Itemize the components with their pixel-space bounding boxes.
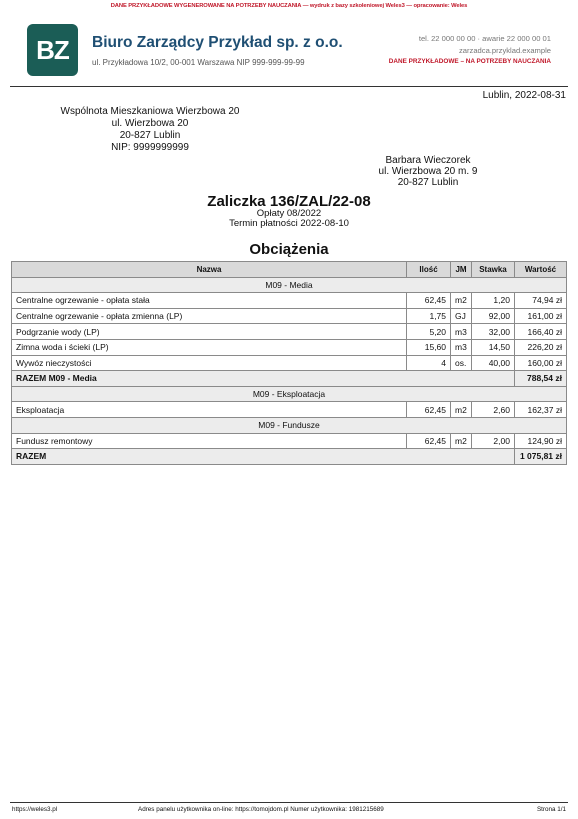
- row-unit: GJ: [451, 308, 472, 324]
- payment-due-date: Termin płatności 2022-08-10: [229, 218, 349, 229]
- row-name: Centralne ogrzewanie - opłata zmienna (LP): [12, 308, 407, 324]
- column-header-qty: Ilość: [407, 262, 451, 278]
- table-row: [12, 402, 567, 418]
- subtotal-value: 788,54 zł: [514, 371, 566, 387]
- footer-page-number: Strona 1/1: [536, 806, 566, 813]
- table-row: [12, 308, 567, 324]
- row-name: Fundusz remontowy: [12, 433, 407, 449]
- row-name: Centralne ogrzewanie - opłata stała: [12, 293, 407, 309]
- group-header-row: [12, 386, 567, 402]
- company-email: zarzadca.przyklad.example: [458, 45, 551, 55]
- row-qty: 62,45: [407, 402, 451, 418]
- subtotal-label: RAZEM M09 - Media: [12, 371, 515, 387]
- issuer-name: Wspólnota Mieszkaniowa Wierzbowa 20: [60, 106, 240, 117]
- grand-total-row: [12, 449, 567, 465]
- table-row: [12, 293, 567, 309]
- row-unit: os.: [451, 355, 472, 371]
- row-value: 160,00 zł: [514, 355, 566, 371]
- row-qty: 5,20: [407, 324, 451, 340]
- group-header-row: [12, 277, 567, 293]
- row-unit: m2: [451, 433, 472, 449]
- table-row: [12, 355, 567, 371]
- company-name: Biuro Zarządcy Przykład sp. z o.o.: [92, 34, 343, 51]
- row-value: 124,90 zł: [514, 433, 566, 449]
- row-name: Wywóz nieczystości: [12, 355, 407, 371]
- row-qty: 15,60: [407, 339, 451, 355]
- document-title: Zaliczka 136/ZAL/22-08: [207, 193, 371, 210]
- recipient-street: ul. Wierzbowa 20 m. 9: [378, 166, 478, 177]
- row-qty: 4: [407, 355, 451, 371]
- footer-website: https://weles3.pl: [12, 806, 58, 813]
- row-qty: 1,75: [407, 308, 451, 324]
- issuer-street: ul. Wierzbowa 20: [111, 118, 189, 129]
- row-unit: m3: [451, 324, 472, 340]
- table-row: [12, 324, 567, 340]
- row-rate: 2,60: [472, 402, 515, 418]
- footer-user-panel-info: Adres panelu użytkownika on-line: https://tomojdom.pl Numer użytkownika: 1981215689: [138, 806, 384, 813]
- company-contact: [389, 33, 551, 68]
- row-rate: 14,50: [472, 339, 515, 355]
- column-header-rate: Stawka: [472, 262, 515, 278]
- issuer-nip: NIP: 9999999999: [111, 142, 189, 153]
- row-value: 166,40 zł: [514, 324, 566, 340]
- company-logo: BZ: [27, 24, 78, 76]
- row-unit: m3: [451, 339, 472, 355]
- group-title: M09 - Eksploatacja: [12, 386, 567, 402]
- row-name: Eksploatacja: [12, 402, 407, 418]
- header-divider: [10, 86, 568, 87]
- charges-table: [11, 261, 567, 465]
- row-qty: 62,45: [407, 293, 451, 309]
- row-rate: 1,20: [472, 293, 515, 309]
- sample-data-warning: DANE PRZYKŁADOWE – NA POTRZEBY NAUCZANIA: [388, 58, 551, 65]
- grand-total-label: RAZEM: [12, 449, 515, 465]
- column-header-unit: JM: [451, 262, 472, 278]
- row-qty: 62,45: [407, 433, 451, 449]
- row-rate: 92,00: [472, 308, 515, 324]
- subtotal-row: [12, 371, 567, 387]
- row-value: 162,37 zł: [514, 402, 566, 418]
- issuer-city: 20-827 Lublin: [119, 130, 181, 141]
- row-unit: m2: [451, 402, 472, 418]
- table-row: [12, 433, 567, 449]
- recipient-name: Barbara Wieczorek: [385, 155, 471, 166]
- footer-divider: [10, 802, 568, 803]
- company-address: ul. Przykładowa 10/2, 00-001 Warszawa NIP 999-999-99-99: [92, 58, 305, 67]
- recipient-block: [360, 155, 496, 188]
- row-rate: 32,00: [472, 324, 515, 340]
- column-header-name: Nazwa: [12, 262, 407, 278]
- column-header-value: Wartość: [514, 262, 566, 278]
- table-header-row: [12, 262, 567, 278]
- document-period: Opłaty 08/2022: [256, 208, 322, 219]
- charges-section-title: Obciążenia: [249, 241, 329, 258]
- sample-data-notice: DANE PRZYKŁADOWE WYGENEROWANE NA POTRZEBY NAUCZANIA — wydruk z bazy szkoleniowej Weles3 — opracowanie: Weles: [110, 3, 468, 9]
- table-row: [12, 339, 567, 355]
- row-rate: 40,00: [472, 355, 515, 371]
- row-value: 161,00 zł: [514, 308, 566, 324]
- group-title: M09 - Fundusze: [12, 417, 567, 433]
- row-unit: m2: [451, 293, 472, 309]
- recipient-city: 20-827 Lublin: [397, 177, 459, 188]
- row-value: 74,94 zł: [514, 293, 566, 309]
- grand-total-value: 1 075,81 zł: [514, 449, 566, 465]
- row-name: Zimna woda i ścieki (LP): [12, 339, 407, 355]
- group-header-row: [12, 417, 567, 433]
- row-rate: 2,00: [472, 433, 515, 449]
- row-value: 226,20 zł: [514, 339, 566, 355]
- row-name: Podgrzanie wody (LP): [12, 324, 407, 340]
- issuer-block: [55, 106, 245, 154]
- place-date: Lublin, 2022-08-31: [482, 90, 566, 101]
- company-phone: tel. 22 000 00 00 · awarie 22 000 00 01: [418, 34, 551, 43]
- group-title: M09 - Media: [12, 277, 567, 293]
